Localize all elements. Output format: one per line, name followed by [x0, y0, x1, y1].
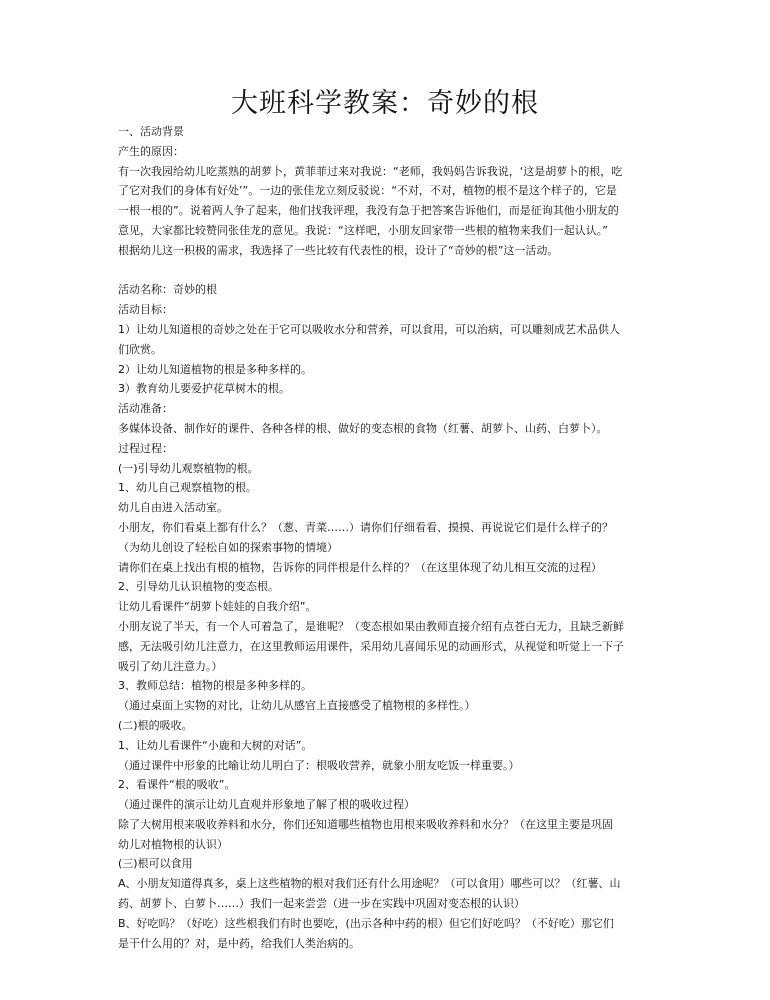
paragraph-line: 药、胡萝卜、白萝卜……）我们一起来尝尝（进一步在实践中巩固对变态根的认识） — [118, 897, 525, 911]
paragraph-line: 有一次我园给幼儿吃蒸熟的胡萝卜，黄菲菲过来对我说：“老师，我妈妈告诉我说，‘这是胡萝卜的根，吃 — [118, 164, 623, 178]
paragraph-line: 除了大树用根来吸收养料和水分，你们还知道哪些植物也用根来吸收养料和水分？（在这里主要是巩固 — [118, 817, 613, 831]
blank-line — [118, 261, 658, 281]
document-body — [118, 122, 658, 953]
paragraph-line: 们欣赏。 — [118, 342, 162, 356]
paragraph-line: （通过桌面上实物的对比，让幼儿从感官上直接感受了植物根的多样性。） — [118, 699, 476, 713]
paragraph-line: 活动准备： — [118, 402, 173, 416]
paragraph-line: 3、教师总结：植物的根是多种多样的。 — [118, 679, 312, 693]
paragraph-line: （通过课件中形象的比喻让幼儿明白了：根吸收营养，就象小朋友吃饭一样重要。） — [118, 758, 520, 772]
paragraph-line: 3）教育幼儿要爱护花草树木的根。 — [118, 382, 290, 396]
paragraph-line: 1、让幼儿看课件“小鹿和大树的对话”。 — [118, 738, 313, 752]
paragraph-line: B、好吃吗？（好吃）这些根我们有时也要吃，(出示各种中药的根）但它们好吃吗？（不好吃）那它们 — [118, 916, 614, 930]
paragraph-line: （为幼儿创设了轻松自如的探索事物的情境） — [118, 540, 338, 554]
paragraph-line: (二)根的吸收。 — [118, 718, 193, 732]
paragraph-line: 多媒体设备、制作好的课件、各种各样的根、做好的变态根的食物（红薯、胡萝卜、山药、白萝卜）。 — [118, 421, 608, 435]
paragraph-line: (三)根可以食用 — [118, 857, 193, 871]
paragraph-line: 1）让幼儿知道根的奇妙之处在于它可以吸收水分和营养，可以食用，可以治病，可以雕刻成艺术品供人 — [118, 322, 620, 336]
paragraph-line: 过程过程： — [118, 441, 173, 455]
paragraph-line: 让幼儿看课件“胡萝卜娃娃的自我介绍”。 — [118, 600, 317, 614]
paragraph-line: 感，无法吸引幼儿注意力，在这里教师运用课件，采用幼儿喜闻乐见的动画形式，从视觉和听觉上一下子 — [118, 639, 624, 653]
document-title: 大班科学教案：奇妙的根 — [231, 88, 539, 119]
paragraph-line: 了它对我们的身体有好处’”。一边的张佳龙立刻反驳说：“不对，不对，植物的根不是这个样子的，它是 — [118, 184, 617, 198]
paragraph-line: 幼儿对植物根的认识） — [118, 837, 228, 851]
paragraph-line: 活动目标： — [118, 303, 173, 317]
paragraph-line: (一)引导幼儿观察植物的根。 — [118, 461, 259, 475]
paragraph-line: 2）让幼儿知道植物的根是多种多样的。 — [118, 362, 312, 376]
paragraph-line: 小朋友，你们看桌上都有什么？（葱、青菜……）请你们仔细看看、摸摸、再说说它们是什么样子的？ — [118, 520, 613, 534]
paragraph-line: 吸引了幼儿注意力。） — [118, 659, 223, 673]
paragraph-line: 一、活动背景 — [118, 125, 184, 138]
paragraph-line: A、小朋友知道得真多，桌上这些植物的根对我们还有什么用途呢？（可以食用）哪些可以？（红薯、山 — [118, 877, 621, 891]
paragraph-line: 幼儿自由进入活动室。 — [118, 501, 228, 515]
paragraph-line: 2、看课件“根的吸收”。 — [118, 778, 236, 792]
paragraph-line: 请你们在桌上找出有根的植物，告诉你的同伴根是什么样的？（在这里体现了幼儿相互交流的过程） — [118, 560, 602, 574]
paragraph-line: （通过课件的演示让幼儿直观并形象地了解了根的吸收过程） — [118, 798, 415, 812]
paragraph-line: 小朋友说了半天，有一个人可着急了，是谁呢？（变态根如果由教师直接介绍有点苍白无力，且缺乏新鲜 — [118, 619, 624, 633]
paragraph-line: 是干什么用的？对，是中药，给我们人类治病的。 — [118, 936, 360, 950]
paragraph-line: 意见，大家都比较赞同张佳龙的意见。我说：“这样吧，小朋友回家带一些根的植物来我们一起认认。” — [118, 223, 608, 237]
paragraph-line: 一根一根的”。说着两人争了起来，他们找我评理，我没有急于把答案告诉他们，而是征询其他小朋友的 — [118, 204, 619, 218]
paragraph-line: 1、幼儿自己观察植物的根。 — [118, 481, 257, 495]
paragraph-line: 活动名称：奇妙的根 — [118, 283, 217, 297]
paragraph-line: 根据幼儿这一积极的需求，我选择了一些比较有代表性的根，设计了“奇妙的根”这一活动。 — [118, 243, 559, 257]
paragraph-line: 产生的原因： — [118, 144, 184, 158]
paragraph-line: 2、引导幼儿认识植物的变态根。 — [118, 580, 279, 594]
